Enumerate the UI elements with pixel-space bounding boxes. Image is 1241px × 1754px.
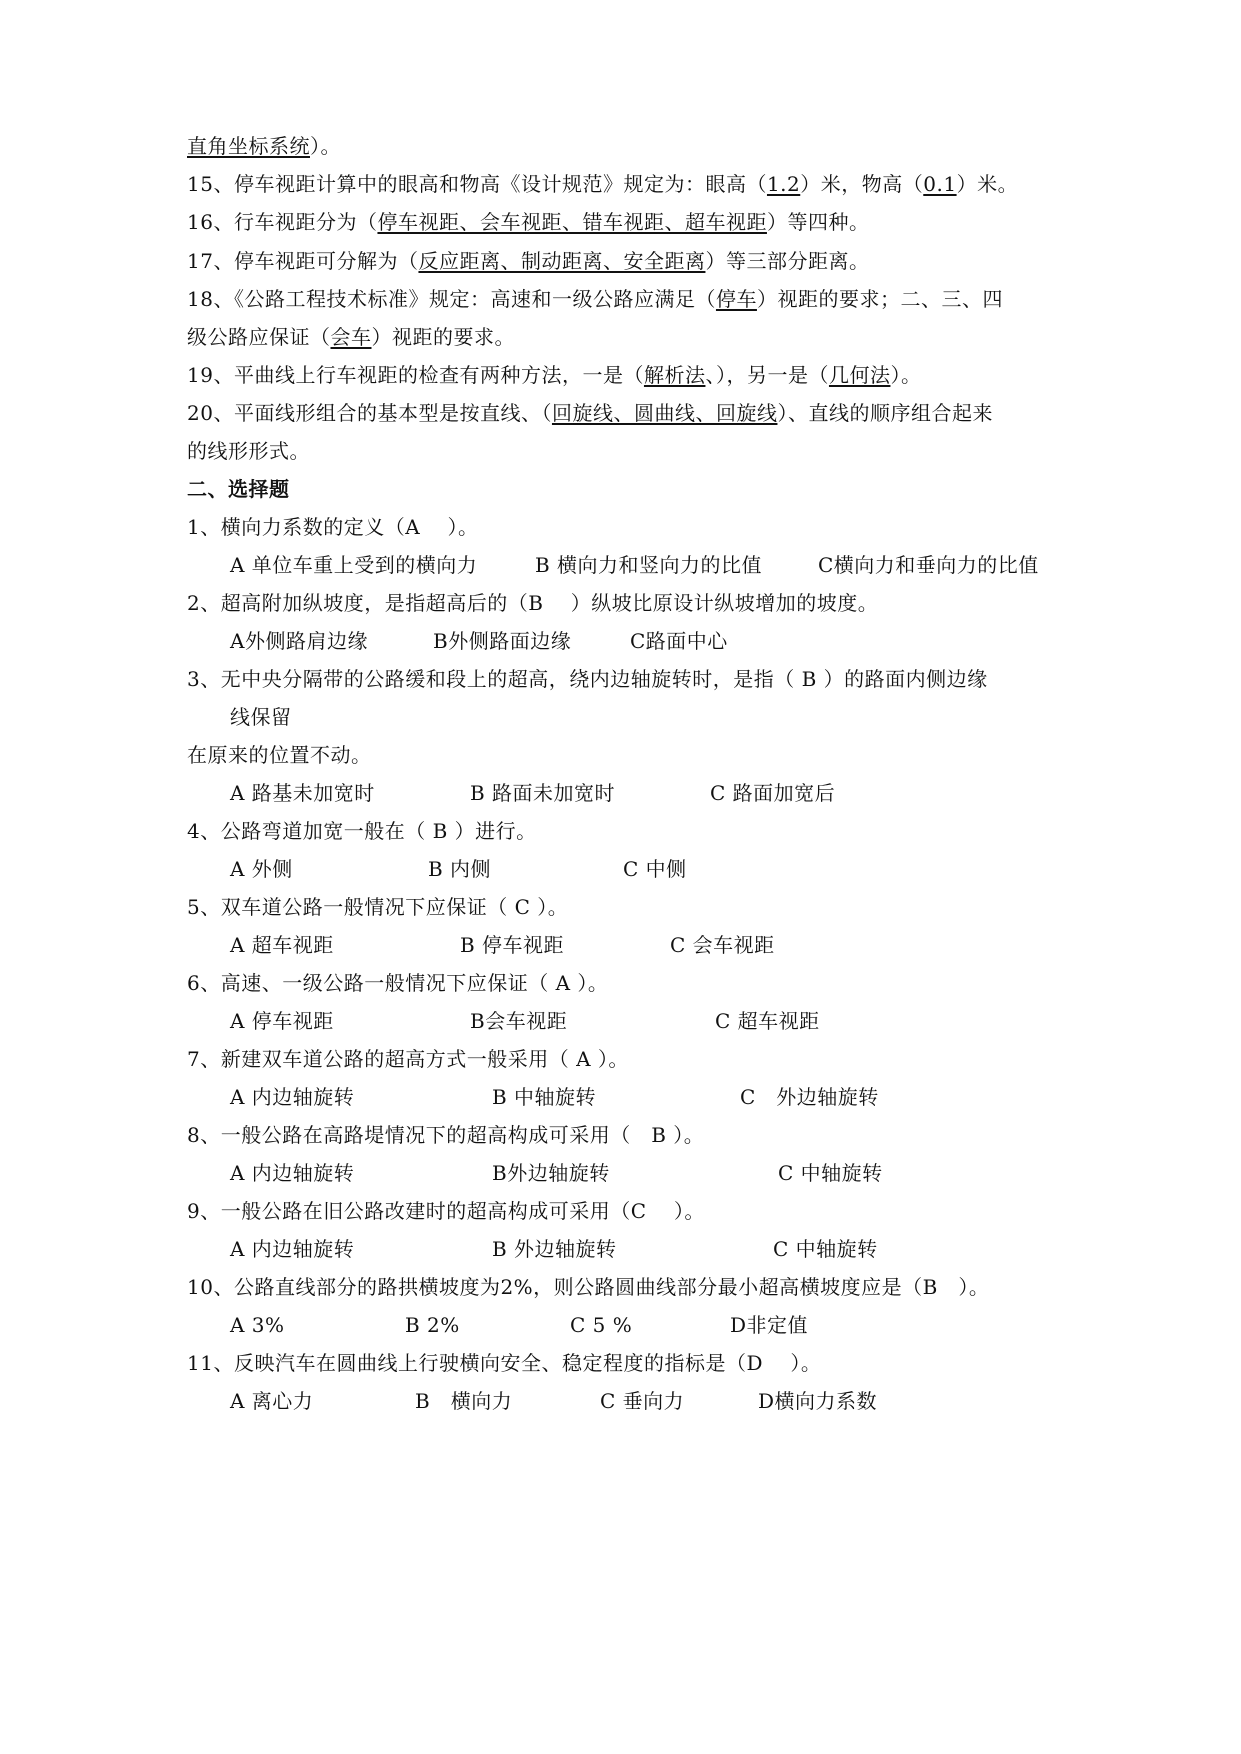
option-b: B 横向力 — [415, 1389, 513, 1413]
choice-question-3-cont2: 在原来的位置不动。 — [187, 743, 372, 767]
choice-question-11: 11、反映汽车在圆曲线上行驶横向安全、稳定程度的指标是（D ）。 — [187, 1351, 822, 1375]
option-a: A 内边轴旋转 — [230, 1237, 355, 1261]
option-b: B 内侧 — [428, 857, 492, 881]
choice-question-7: 7、新建双车道公路的超高方式一般采用（ A ）。 — [187, 1047, 629, 1071]
answer-underline: 直角坐标系统 — [187, 134, 310, 158]
option-a: A 离心力 — [230, 1389, 314, 1413]
fill-question-17: 17、停车视距可分解为（反应距离、制动距离、安全距离）等三部分距离。 — [187, 249, 870, 273]
option-c: C 中轴旋转 — [773, 1237, 878, 1261]
fill-question-18: 18、《公路工程技术标准》规定：高速和一级公路应满足（停车）视距的要求；二、三、四 — [187, 287, 1003, 311]
choice-question-1: 1、横向力系数的定义（A ）。 — [187, 515, 479, 539]
option-c: C 5 % — [570, 1313, 633, 1337]
option-a: A 外侧 — [230, 857, 293, 881]
answer-underline: 几何法 — [828, 363, 891, 387]
choice-question-10: 10、公路直线部分的路拱横坡度为2%，则公路圆曲线部分最小超高横坡度应是（B ）。 — [187, 1275, 990, 1299]
fill-continuation-line: 直角坐标系统）。 — [187, 134, 341, 158]
option-c: C 外边轴旋转 — [740, 1085, 879, 1109]
fill-question-16: 16、行车视距分为（停车视距、会车视距、错车视距、超车视距）等四种。 — [187, 210, 870, 234]
option-b: B会车视距 — [470, 1009, 568, 1033]
option-b: B 路面未加宽时 — [470, 781, 616, 805]
choice-question-5: 5、双车道公路一般情况下应保证（ C ）。 — [187, 895, 569, 919]
option-c: C横向力和垂向力的比值 — [818, 553, 1039, 577]
answer-underline: 解析法 — [643, 363, 706, 387]
option-a: A 路基未加宽时 — [230, 781, 375, 805]
option-a: A 停车视距 — [230, 1009, 334, 1033]
choice-question-8: 8、一般公路在高路堤情况下的超高构成可采用（ B ）。 — [187, 1123, 705, 1147]
option-c: C 会车视距 — [670, 933, 775, 957]
choice-question-4: 4、公路弯道加宽一般在（ B ）进行。 — [187, 819, 537, 843]
option-b: B外边轴旋转 — [492, 1161, 610, 1185]
fill-question-20: 20、平面线形组合的基本型是按直线、（回旋线、圆曲线、回旋线）、直线的顺序组合起来 — [187, 401, 993, 425]
option-a: A 3% — [230, 1313, 285, 1337]
choice-question-6: 6、高速、一级公路一般情况下应保证（ A ）。 — [187, 971, 609, 995]
option-a: A 内边轴旋转 — [230, 1085, 355, 1109]
option-a: A 内边轴旋转 — [230, 1161, 355, 1185]
answer-underline: 0.1 — [923, 172, 957, 196]
option-b: B外侧路面边缘 — [433, 629, 572, 653]
option-c: C 中轴旋转 — [778, 1161, 883, 1185]
answer-underline: 1.2 — [766, 172, 801, 196]
choice-question-3: 3、无中央分隔带的公路缓和段上的超高，绕内边轴旋转时，是指（ B ）的路面内侧边缘 — [187, 667, 988, 691]
answer-underline: 停车 — [715, 287, 757, 311]
option-b: B 外边轴旋转 — [492, 1237, 617, 1261]
fill-question-20-cont: 的线形形式。 — [187, 439, 310, 463]
option-a: A外侧路肩边缘 — [230, 629, 368, 653]
choice-question-9: 9、一般公路在旧公路改建时的超高构成可采用（C ）。 — [187, 1199, 705, 1223]
option-b: B 中轴旋转 — [492, 1085, 597, 1109]
choice-question-2: 2、超高附加纵坡度，是指超高后的（B ）纵坡比原设计纵坡增加的坡度。 — [187, 591, 879, 615]
answer-underline: 反应距离、制动距离、安全距离 — [418, 249, 706, 273]
answer-underline: 回旋线、圆曲线、回旋线 — [551, 401, 778, 425]
option-d: D非定值 — [730, 1313, 809, 1337]
option-c: C 路面加宽后 — [710, 781, 836, 805]
option-c: C 超车视距 — [715, 1009, 820, 1033]
option-b: B 停车视距 — [460, 933, 565, 957]
fill-question-19: 19、平曲线上行车视距的检查有两种方法，一是（解析法、），另一是（几何法）。 — [187, 363, 922, 387]
section-title: 二、选择题 — [187, 477, 290, 501]
answer-underline: 停车视距、会车视距、错车视距、超车视距 — [377, 210, 767, 234]
option-c: C 中侧 — [623, 857, 687, 881]
option-b: B 2% — [405, 1313, 460, 1337]
choice-question-3-cont: 线保留 — [230, 705, 292, 729]
option-b: B 横向力和竖向力的比值 — [535, 553, 763, 577]
option-a: A 超车视距 — [230, 933, 334, 957]
answer-underline: 会车 — [330, 325, 372, 349]
option-d: D横向力系数 — [758, 1389, 878, 1413]
fill-question-15: 15、停车视距计算中的眼高和物高《设计规范》规定为：眼高（1.2）米，物高（0.1）米。 — [187, 172, 1019, 196]
fill-question-18-cont: 级公路应保证（会车）视距的要求。 — [187, 325, 515, 349]
option-c: C路面中心 — [630, 629, 728, 653]
option-c: C 垂向力 — [600, 1389, 685, 1413]
option-a: A 单位车重上受到的横向力 — [230, 553, 478, 577]
